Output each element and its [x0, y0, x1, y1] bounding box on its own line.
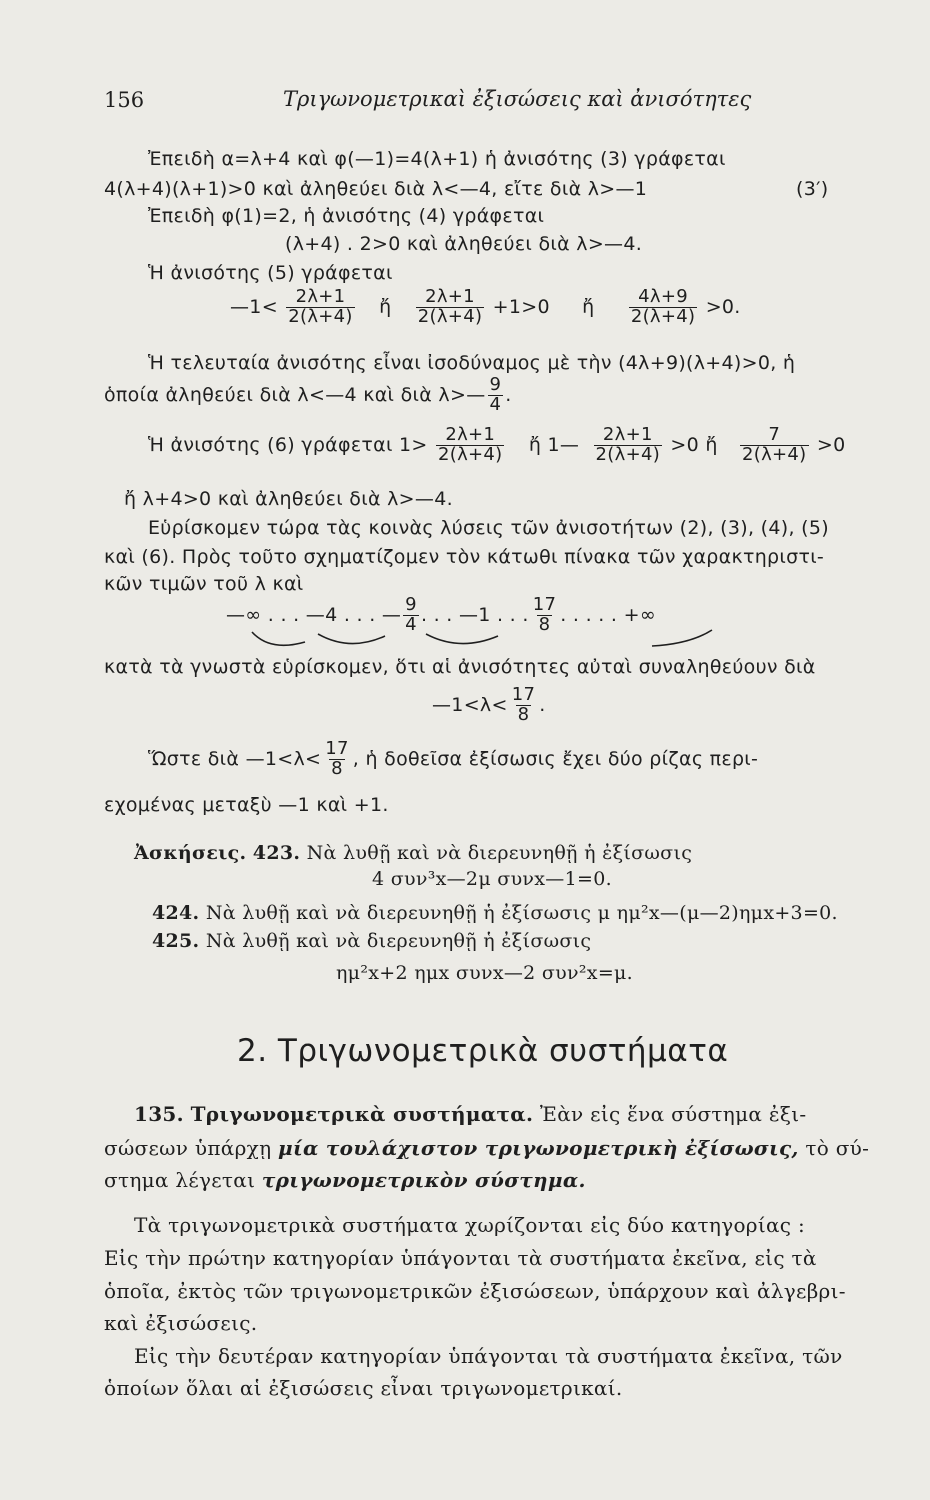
emphasis-text: τριγωνομετρικὸν σύστημα. — [261, 1168, 586, 1192]
article-line — [134, 1102, 806, 1126]
inequality-5 — [230, 288, 741, 327]
exercise-number: 424. — [152, 902, 200, 924]
text-line: Ἐπειδὴ φ(1)=2, ἡ ἀνισότης (4) γράφεται — [148, 205, 545, 227]
exercise-425 — [152, 930, 591, 952]
fraction — [594, 426, 662, 465]
math-line — [432, 686, 546, 725]
fraction — [740, 426, 808, 465]
numerator: 9 — [489, 374, 502, 395]
article-text: σώσεων ὑπάρχῃ — [104, 1136, 272, 1160]
numerator: 2λ+1 — [425, 286, 475, 307]
numerator: 7 — [768, 424, 781, 445]
text-line: κῶν τιμῶν τοῦ λ καὶ — [104, 573, 304, 595]
denominator: 4 — [489, 393, 502, 415]
text-line: ἤ λ+4>0 καὶ ἀληθεύει διὰ λ>—4. — [124, 488, 453, 510]
numerator: 2λ+1 — [295, 286, 346, 307]
article-line: Εἰς τὴν πρώτην κατηγορίαν ὑπάγονται τὰ συστήματα ἐκεῖνα, εἰς τὰ — [104, 1246, 817, 1270]
math-text: . . . —1 . . . — [420, 603, 529, 626]
math-text: . — [505, 383, 512, 406]
numerator: 17 — [511, 684, 536, 705]
article-line — [104, 1168, 586, 1192]
numerator: 17 — [532, 594, 557, 615]
denominator: 2(λ+4) — [595, 443, 661, 465]
fraction — [436, 426, 504, 465]
brace-mark — [318, 634, 385, 644]
math-text: , ἡ δοθεῖσα ἐξίσωσις ἔχει δύο ρίζας περι- — [352, 747, 759, 770]
exercise-text: Νὰ λυθῇ καὶ νὰ διερευνηθῇ ἡ ἐξίσωσις — [306, 842, 693, 864]
numerator: 2λ+1 — [602, 424, 653, 445]
math-text: —1< — [230, 295, 278, 318]
article-line: Εἰς τὴν δευτέραν κατηγορίαν ὑπάγονται τὰ συστήματα ἐκεῖνα, τῶν — [134, 1344, 843, 1368]
text-line: Εὑρίσκομεν τώρα τὰς κοινὰς λύσεις τῶν ἀνισοτήτων (2), (3), (4), (5) — [148, 517, 829, 539]
text-line: Ἡ τελευταία ἀνισότης εἶναι ἰσοδύναμος μὲ τὴν (4λ+9)(λ+4)>0, ἡ — [148, 352, 796, 374]
numerator: 4λ+9 — [638, 286, 689, 307]
math-text: ἤ 1— — [528, 433, 580, 456]
text-line: Ἡ ἀνισότης (5) γράφεται — [148, 262, 393, 284]
fraction — [323, 740, 351, 779]
text-line: Ἐπειδὴ α=λ+4 καὶ φ(—1)=4(λ+1) ἡ ἀνισότης (3) γράφεται — [148, 148, 726, 170]
numerator: 9 — [405, 594, 417, 615]
math-text: ἤ — [379, 295, 392, 318]
denominator: 8 — [538, 613, 551, 635]
denominator: 2(λ+4) — [742, 443, 807, 465]
exercise-number: 425. — [152, 930, 200, 952]
fraction — [488, 376, 504, 415]
article-line: Τὰ τριγωνομετρικὰ συστήματα χωρίζονται εἰς δύο κατηγορίας : — [134, 1213, 806, 1237]
numerator: 17 — [325, 738, 349, 759]
inequality-6 — [148, 426, 845, 465]
brace-mark — [426, 634, 498, 644]
math-text: >0. — [705, 295, 741, 318]
brace-mark — [252, 632, 305, 645]
text-line: καὶ (6). Πρὸς τοῦτο σχηματίζομεν τὸν κάτωθι πίνακα τῶν χαρακτηριστι- — [104, 546, 825, 568]
denominator: 2(λ+4) — [438, 443, 503, 465]
exercise-number: 423. — [252, 842, 301, 864]
interval-braces — [250, 628, 720, 654]
denominator: 2(λ+4) — [630, 305, 696, 327]
exercise-423 — [134, 842, 692, 864]
exercise-equation: 4 συν³x—2μ συνx—1=0. — [372, 868, 612, 890]
math-text: Ὥστε διὰ —1<λ< — [148, 747, 322, 770]
math-text: +1>0 — [492, 295, 550, 318]
denominator: 2(λ+4) — [288, 305, 353, 327]
text-line: κατὰ τὰ γνωστὰ εὑρίσκομεν, ὅτι αἱ ἀνισότητες αὐταὶ συναληθεύουν διὰ — [104, 656, 816, 678]
article-heading: Τριγωνομετρικὰ συστήματα. — [190, 1102, 534, 1126]
article-text: τὸ σύ- — [805, 1136, 870, 1160]
article-line — [104, 1136, 869, 1160]
fraction — [286, 288, 354, 327]
exercise-424 — [152, 902, 838, 924]
denominator: 8 — [517, 703, 530, 725]
denominator: 2(λ+4) — [417, 305, 483, 327]
article-text: στημα λέγεται — [104, 1168, 256, 1192]
fraction — [416, 288, 484, 327]
article-line: καὶ ἐξισώσεις. — [104, 1311, 258, 1335]
math-text: ἤ — [582, 295, 595, 318]
math-text: >0 — [816, 433, 846, 456]
exercise-text: Νὰ λυθῇ καὶ νὰ διερευνηθῇ ἡ ἐξίσωσις μ ημ²x—(μ—2)ημx+3=0. — [205, 902, 838, 924]
exercises-label: Ἀσκήσεις. — [134, 842, 247, 864]
article-text: Ἐὰν εἰς ἕνα σύστημα ἐξι- — [539, 1102, 807, 1126]
section-title: 2. Τριγωνομετρικὰ συστήματα — [237, 1033, 729, 1069]
article-line: ὁποίων ὅλαι αἱ ἐξισώσεις εἶναι τριγωνομετρικαί. — [104, 1376, 623, 1400]
denominator: 8 — [331, 757, 343, 779]
exercise-equation: ημ²x+2 ημx συνx—2 συν²x=μ. — [336, 962, 634, 984]
denominator: 4 — [405, 613, 417, 635]
math-text: . . . . . +∞ — [560, 603, 656, 626]
text-line: 4(λ+4)(λ+1)>0 καὶ ἀληθεύει διὰ λ<—4, εἴτε διὰ λ>—1 — [104, 178, 648, 200]
fraction — [629, 288, 697, 327]
math-text: —∞ . . . —4 . . . — — [226, 603, 402, 626]
math-text: —1<λ< — [432, 693, 508, 716]
article-line: ὁποῖα, ἐκτὸς τῶν τριγωνομετρικῶν ἐξισώσεων, ὑπάρχουν καὶ ἀλγεβρι- — [104, 1279, 846, 1303]
emphasis-text: μία τουλάχιστον τριγωνομετρικὴ ἐξίσωσις, — [278, 1136, 799, 1160]
text-line — [148, 740, 758, 779]
math-text: >0 ἤ — [670, 433, 718, 456]
numerator: 2λ+1 — [445, 424, 496, 445]
page-number: 156 — [104, 88, 145, 112]
fraction — [510, 686, 538, 725]
text-line: (λ+4) . 2>0 καὶ ἀληθεύει διὰ λ>—4. — [285, 233, 643, 255]
article-number: 135. — [134, 1102, 184, 1126]
math-text: ὁποία ἀληθεύει διὰ λ<—4 καὶ διὰ λ>— — [104, 383, 486, 406]
math-text: Ἡ ἀνισότης (6) γράφεται 1> — [148, 433, 428, 456]
text-line: εχομένας μεταξὺ —1 καὶ +1. — [104, 794, 389, 816]
exercise-text: Νὰ λυθῇ καὶ νὰ διερευνηθῇ ἡ ἐξίσωσις — [205, 930, 592, 952]
equation-tag: (3′) — [796, 178, 829, 200]
math-text: . — [539, 693, 546, 716]
text-line — [104, 376, 512, 415]
brace-mark — [652, 630, 712, 646]
running-title: Τριγωνομετρικαὶ ἐξισώσεις καὶ ἀνισότητες — [283, 87, 752, 111]
